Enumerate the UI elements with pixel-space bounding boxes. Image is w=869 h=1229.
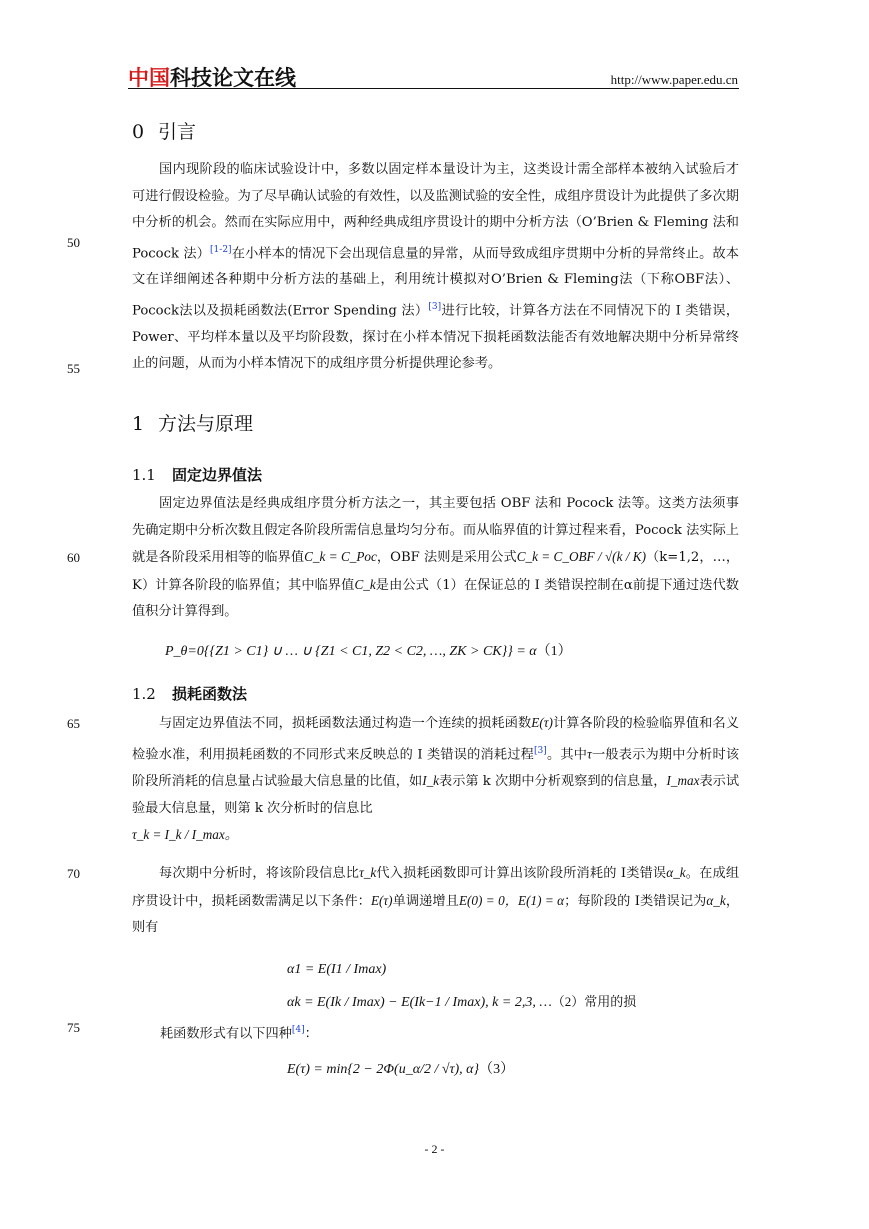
inline-equation: τ_k = I_k / I_max。 xyxy=(132,827,238,843)
line-number: 50 xyxy=(67,235,80,250)
header-rule xyxy=(128,88,739,89)
subsection-heading-error-spending: 1.2 损耗函数法 xyxy=(132,685,248,703)
inline-equation: τ xyxy=(587,745,592,761)
fixed-boundary-paragraph: 固定边界值法是经典成组序贯分析方法之一，其主要包括 OBF 法和 Pocock 法等。这类方法须事先确定期中分析次数且假定各阶段所需信息量均匀分布。而从临界值的计算过程来看，Pocock 法实际上就是各阶段采用相等的临界值C_k = C_Poc，OBF 法则是采用公式C_k = C_OBF / √(k / K)（k=1,2，…，K）计算各阶段的临界值；其中临界值C_k是由公式（1）在保证总的 I 类错误控制在α前提下通过迭代数值积分计算得到。 xyxy=(132,496,740,619)
inline-equation: E(τ) xyxy=(531,715,553,730)
equation-2a: α1 = E(I1 / Imax) xyxy=(287,962,387,977)
line-number: 65 xyxy=(67,716,80,731)
citation-link[interactable]: [1-2] xyxy=(210,244,232,255)
equation-3: E(τ) = min{2 − 2Φ(u_α/2 / √τ), α}（3） xyxy=(287,1062,515,1077)
error-spending-paragraph-2: 每次期中分析时，将该阶段信息比τ_k代入损耗函数即可计算出该阶段所消耗的 I类错误α_k。在成组序贯设计中，损耗函数需满足以下条件：E(τ)单调递增且E(0) = 0，E(1) = α；每阶段的 I类错误记为α_k，则有 xyxy=(132,865,740,935)
intro-paragraph: 国内现阶段的临床试验设计中，多数以固定样本量设计为主，这类设计需全部样本被纳入试验后才可进行假设检验。为了尽早确认试验的有效性，以及监测试验的安全性，成组序贯设计为此提供了多次期中分析的机会。然而在实际应用中，两种经典成组序贯设计的期中分析方法（O’Brien & Fleming 法和 Pocock 法）[1-2]在小样本的情况下会出现信息量的异常，从而导致成组序贯期中分析的异常终止。故本文在详细阐述各种期中分析方法的基础上，利用统计模拟对O’Brien & Fleming法（下称OBF法）、Pocock法以及损耗函数法(Error Spending 法）[3]进行比较，计算各方法在不同情况下的 I 类错误，Power、平均样本量以及平均阶段数，探讨在小样本情况下损耗函数法能否有效地解决期中分析异常终止的问题，从而为小样本情况下的成组序贯分析提供理论参考。 xyxy=(132,162,740,372)
line-number: 55 xyxy=(67,361,80,376)
subsection-heading-fixed-boundary: 1.1 固定边界值法 xyxy=(132,466,263,484)
page-number: - 2 - xyxy=(424,1142,445,1156)
citation-link[interactable]: [3] xyxy=(534,745,547,756)
inline-equation: E(1) = α xyxy=(518,892,565,908)
error-spending-paragraph-1: 与固定边界值法不同，损耗函数法通过构造一个连续的损耗函数E(τ)计算各阶段的检验临界值和名义检验水准，利用损耗函数的不同形式来反映总的 I 类错误的消耗过程[3]。其中τ一般表示为期中分析时该阶段所消耗的信息量占试验最大信息量的比值，如I_k表示第 k 次期中分析观察到的信息量，I_max表示试验最大信息量，则第 k 次分析时的信息比 τ_k = I_k / I_max。 xyxy=(132,715,740,843)
section-heading-methods: 1 方法与原理 xyxy=(132,413,254,435)
inline-equation: C_k = C_Poc xyxy=(304,549,377,564)
inline-equation: I_k xyxy=(422,773,440,789)
inline-equation: C_k xyxy=(354,576,376,592)
header-url[interactable]: http://www.paper.edu.cn xyxy=(610,72,738,87)
error-spending-paragraph-3: 耗函数形式有以下四种[4]： xyxy=(160,1025,318,1042)
inline-equation: C_k = C_OBF / √(k / K) xyxy=(516,549,646,564)
inline-equation: E(0) = 0， xyxy=(458,892,519,908)
inline-equation: α_k xyxy=(666,865,686,880)
equation-2b: αk = E(Ik / Imax) − E(Ik−1 / Imax), k = 2,3, …（2）常用的损 xyxy=(287,994,637,1010)
logo-red-text: 中国 xyxy=(128,66,170,90)
inline-equation: α_k xyxy=(706,892,726,908)
section-heading-intro: 0 引言 xyxy=(132,121,197,143)
line-number: 60 xyxy=(67,550,80,565)
inline-equation: E(τ) xyxy=(370,892,393,908)
inline-equation: I_max xyxy=(666,773,700,789)
line-number: 75 xyxy=(67,1020,80,1035)
citation-link[interactable]: [4] xyxy=(291,1025,305,1035)
logo-black-text: 科技论文在线 xyxy=(170,66,296,90)
equation-1: P_θ=0{{Z1 > C1} ∪ … ∪ {Z1 < C1, Z2 < C2, …, ZK > CK}} = α（1） xyxy=(165,644,572,659)
citation-link[interactable]: [3] xyxy=(428,301,442,312)
inline-equation: τ_k xyxy=(359,865,377,880)
line-number: 70 xyxy=(67,866,80,881)
